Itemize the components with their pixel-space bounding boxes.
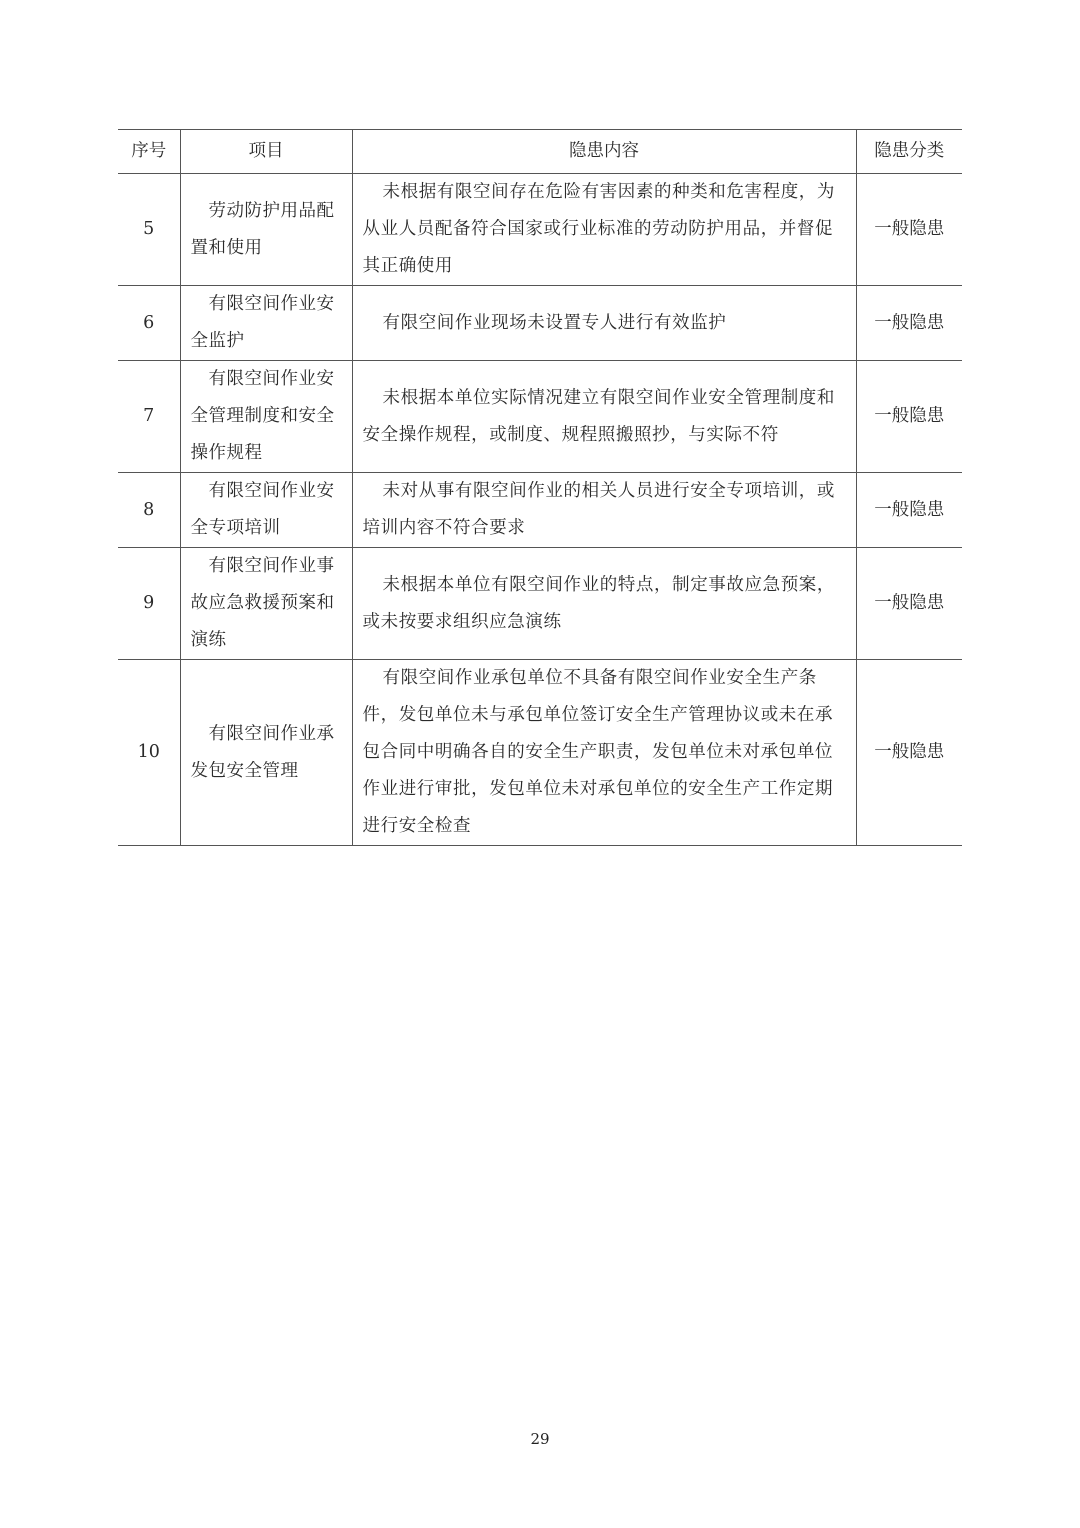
table-row — [118, 473, 962, 548]
row-seq: 8 — [118, 473, 180, 548]
row-seq: 5 — [118, 174, 180, 286]
row-category: 一般隐患 — [856, 473, 962, 548]
row-seq: 7 — [118, 361, 180, 473]
row-item: 有限空间作业事故应急救援预案和演练 — [180, 548, 352, 660]
row-category: 一般隐患 — [856, 174, 962, 286]
row-seq: 6 — [118, 286, 180, 361]
row-content: 未根据有限空间存在危险有害因素的种类和危害程度，为从业人员配备符合国家或行业标准的劳动防护用品，并督促其正确使用 — [352, 174, 856, 286]
table-row — [118, 286, 962, 361]
row-category: 一般隐患 — [856, 361, 962, 473]
table-row — [118, 660, 962, 846]
row-seq: 10 — [118, 660, 180, 846]
header-category: 隐患分类 — [856, 130, 962, 174]
table-header-row — [118, 130, 962, 174]
table-row — [118, 361, 962, 473]
row-category: 一般隐患 — [856, 286, 962, 361]
row-item: 有限空间作业安全专项培训 — [180, 473, 352, 548]
header-content: 隐患内容 — [352, 130, 856, 174]
row-content: 未对从事有限空间作业的相关人员进行安全专项培训，或培训内容不符合要求 — [352, 473, 856, 548]
row-item: 有限空间作业安全监护 — [180, 286, 352, 361]
row-content: 有限空间作业承包单位不具备有限空间作业安全生产条件，发包单位未与承包单位签订安全生产管理协议或未在承包合同中明确各自的安全生产职责，发包单位未对承包单位作业进行审批，发包单位未对承包单位的安全生产工作定期进行安全检查 — [352, 660, 856, 846]
row-seq: 9 — [118, 548, 180, 660]
row-content: 未根据本单位实际情况建立有限空间作业安全管理制度和安全操作规程，或制度、规程照搬照抄，与实际不符 — [352, 361, 856, 473]
hazard-table — [118, 129, 962, 846]
table-row — [118, 174, 962, 286]
row-item: 劳动防护用品配置和使用 — [180, 174, 352, 286]
row-content: 未根据本单位有限空间作业的特点，制定事故应急预案，或未按要求组织应急演练 — [352, 548, 856, 660]
header-item: 项目 — [180, 130, 352, 174]
row-item: 有限空间作业承发包安全管理 — [180, 660, 352, 846]
row-category: 一般隐患 — [856, 660, 962, 846]
header-seq: 序号 — [118, 130, 180, 174]
row-content: 有限空间作业现场未设置专人进行有效监护 — [352, 286, 856, 361]
page-number: 29 — [530, 1430, 550, 1448]
row-category: 一般隐患 — [856, 548, 962, 660]
row-item: 有限空间作业安全管理制度和安全操作规程 — [180, 361, 352, 473]
table-row — [118, 548, 962, 660]
